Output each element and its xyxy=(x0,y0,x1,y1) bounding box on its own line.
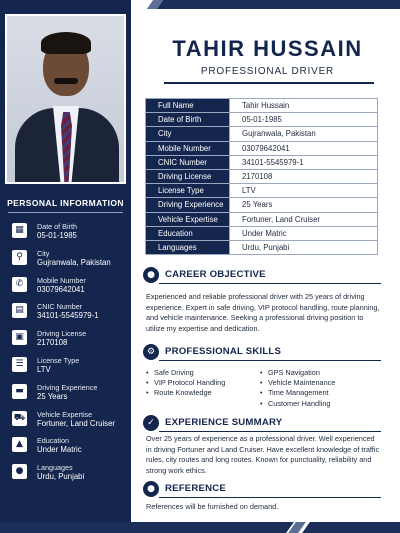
header-divider xyxy=(164,82,374,84)
car-icon: ⛟ xyxy=(12,411,27,426)
personal-info-value: Gujranwala, Pakistan xyxy=(37,257,111,267)
personal-info-value: Under Matric xyxy=(37,445,82,455)
license-type-icon: ☰ xyxy=(12,357,27,372)
table-value: Tahir Hussain xyxy=(230,99,378,113)
skill-item: • Vehicle Maintenance xyxy=(260,378,335,388)
personal-info-label: Languages xyxy=(37,463,73,473)
personal-info-label: Driving Experience xyxy=(37,382,98,392)
table-key: Full Name xyxy=(146,99,230,113)
skill-item: • Customer Handling xyxy=(260,399,335,409)
professional-skills-header xyxy=(143,344,383,362)
personal-info-item xyxy=(12,383,128,409)
personal-info-value: 05-01-1985 xyxy=(37,231,77,240)
career-objective-text: Experienced and reliable professional driver with 25 years of driving experience. Expert in safe driving, VIP protocol handling, route planning, and vehicle maintenance. Seeking a professional driving position to utilize my expertise and dedication. xyxy=(146,292,380,333)
table-value: 05-01-1985 xyxy=(230,113,378,127)
professional-skills-title: PROFESSIONAL SKILLS xyxy=(165,346,282,357)
table-value: LTV xyxy=(230,184,378,198)
personal-info-label: License Type xyxy=(37,356,80,365)
corner-stripe-bottom xyxy=(0,522,294,533)
personal-info-divider xyxy=(8,212,123,213)
personal-info-item xyxy=(12,436,128,462)
table-row xyxy=(146,127,378,141)
personal-info-label: Vehicle Expertise xyxy=(37,409,93,419)
table-value: 34101-5545979-1 xyxy=(230,155,378,169)
table-value: 25 Years xyxy=(230,198,378,212)
section-divider xyxy=(159,360,381,361)
experience-summary-title: EXPERIENCE SUMMARY xyxy=(165,417,283,428)
calendar-icon: ▦ xyxy=(12,223,27,238)
section-divider xyxy=(159,431,381,432)
personal-info-label: CNIC Number xyxy=(37,302,83,312)
personal-info-value: Fortuner, Land Cruiser xyxy=(37,418,116,428)
reference-text: References will be furnished on demand. xyxy=(146,502,279,511)
skill-item: • VIP Protocol Handling xyxy=(146,378,225,388)
table-row xyxy=(146,99,378,113)
corner-stripe-bottom-right xyxy=(302,522,400,533)
personal-info-item xyxy=(12,222,128,248)
personal-info-value: Urdu, Punjabi xyxy=(37,472,85,482)
table-row xyxy=(146,212,378,226)
personal-info-item xyxy=(12,249,128,275)
experience-summary-text: Over 25 years of experience as a professional driver. Well experienced in driving Fortuner and Land Cruiser. Have excellent knowledge of traffic rules, city routes and long routes. Known for punctuality, reliability and strong work ethics. xyxy=(146,434,380,475)
briefcase-icon: ▬ xyxy=(12,384,27,399)
personal-info-title: PERSONAL INFORMATION xyxy=(7,198,124,208)
table-value: Under Matric xyxy=(230,226,378,240)
personal-info-item xyxy=(12,276,128,302)
sidebar xyxy=(0,0,131,522)
location-pin-icon: ⚲ xyxy=(12,250,27,265)
table-row xyxy=(146,155,378,169)
table-key: License Type xyxy=(146,184,230,198)
skills-column-right xyxy=(260,368,335,409)
table-value: Fortuner, Land Cruiser xyxy=(230,212,378,226)
table-key: Languages xyxy=(146,240,230,254)
personal-info-label: City xyxy=(37,248,50,258)
personal-info-item xyxy=(12,463,128,489)
id-card-icon: ▤ xyxy=(12,303,27,318)
table-value: 2170108 xyxy=(230,169,378,183)
table-row xyxy=(146,240,378,254)
personal-info-label: Education xyxy=(37,436,69,446)
table-value: 03079642041 xyxy=(230,141,378,155)
graduation-cap-icon: ▲ xyxy=(12,437,27,452)
candidate-role: PROFESSIONAL DRIVER xyxy=(200,66,335,77)
table-key: City xyxy=(146,127,230,141)
gear-icon: ⚙ xyxy=(143,344,159,360)
personal-info-value: 2170108 xyxy=(37,338,68,348)
experience-summary-header xyxy=(143,415,383,433)
personal-info-label: Mobile Number xyxy=(37,275,86,285)
table-key: Mobile Number xyxy=(146,141,230,155)
table-key: Date of Birth xyxy=(146,113,230,127)
portrait-image xyxy=(7,16,124,182)
table-row xyxy=(146,169,378,183)
table-key: CNIC Number xyxy=(146,155,230,169)
section-divider xyxy=(159,283,381,284)
skill-item: • Time Management xyxy=(260,388,335,398)
skill-item: • GPS Navigation xyxy=(260,368,335,378)
reference-person-icon: ● xyxy=(143,481,159,497)
personal-info-item xyxy=(12,329,128,355)
profile-photo xyxy=(5,14,126,184)
table-key: Education xyxy=(146,226,230,240)
personal-info-label: Driving License xyxy=(37,329,87,339)
license-card-icon: ▣ xyxy=(12,330,27,345)
personal-info-value: 34101-5545979-1 xyxy=(37,311,99,321)
table-key: Driving License xyxy=(146,169,230,183)
personal-info-value: 03079642041 xyxy=(37,284,85,294)
reference-title: REFERENCE xyxy=(165,483,226,494)
personal-info-item xyxy=(12,356,128,382)
table-row xyxy=(146,226,378,240)
table-row xyxy=(146,198,378,212)
personal-info-value: 25 Years xyxy=(37,391,68,401)
experience-icon: ✓ xyxy=(143,415,159,431)
personal-info-label: Date of Birth xyxy=(37,222,77,231)
corner-stripe-top xyxy=(157,0,400,9)
skill-item: • Safe Driving xyxy=(146,368,225,378)
table-key: Driving Experience xyxy=(146,198,230,212)
info-table xyxy=(145,98,378,255)
table-row xyxy=(146,141,378,155)
skills-column-left xyxy=(146,368,225,399)
table-value: Urdu, Punjabi xyxy=(230,240,378,254)
candidate-name: TAHIR HUSSAIN xyxy=(172,36,363,61)
skill-item: • Route Knowledge xyxy=(146,388,225,398)
personal-info-value: LTV xyxy=(37,365,51,374)
table-key: Vehicle Expertise xyxy=(146,212,230,226)
section-divider xyxy=(159,497,381,498)
reference-header xyxy=(143,481,383,499)
personal-info-item xyxy=(12,410,128,436)
table-row xyxy=(146,113,378,127)
table-value: Gujranwala, Pakistan xyxy=(230,127,378,141)
personal-info-item xyxy=(12,302,128,328)
career-objective-title: CAREER OBJECTIVE xyxy=(165,269,266,280)
table-row xyxy=(146,184,378,198)
person-icon: ● xyxy=(143,267,159,283)
career-objective-header xyxy=(143,267,383,285)
speech-bubble-icon: ● xyxy=(12,464,27,479)
phone-icon: ✆ xyxy=(12,277,27,292)
